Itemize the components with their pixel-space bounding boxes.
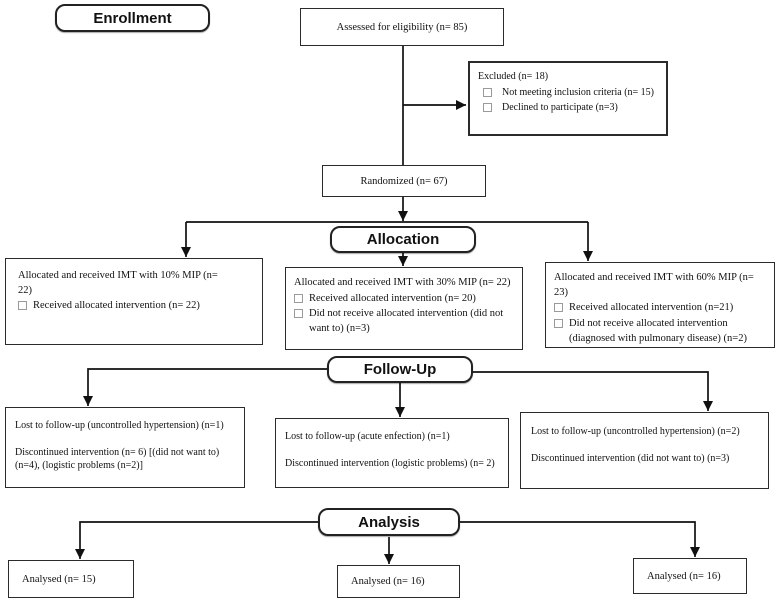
excluded-item xyxy=(478,101,660,116)
connector-to-arm1-followup xyxy=(88,369,327,406)
allocation-arm3-item-text: Received allocated intervention (n=21) xyxy=(569,302,734,314)
allocation-arm1-box xyxy=(5,258,263,345)
stage-label-analysis xyxy=(318,508,460,536)
followup-arm3-line1: Lost to follow-up (uncontrolled hypertension) (n=2) xyxy=(531,426,740,437)
allocation-label-text: Allocation xyxy=(366,231,440,248)
stage-label-enrollment xyxy=(55,4,210,32)
followup-label-text: Follow-Up xyxy=(363,361,437,378)
followup-arm1-line1: Lost to follow-up (uncontrolled hypertension) (n=1) xyxy=(15,420,224,431)
allocation-arm3-item xyxy=(554,301,768,316)
connector-to-arm3-followup xyxy=(473,372,708,411)
excluded-title: Excluded (n= 18) xyxy=(478,71,549,82)
checkbox-icon xyxy=(294,294,303,303)
allocation-arm3-item xyxy=(554,317,768,346)
checkbox-icon xyxy=(18,301,27,310)
checkbox-icon xyxy=(483,103,492,112)
analysed-arm1-text: Analysed (n= 15) xyxy=(22,573,96,585)
connector-to-arm3-analysis xyxy=(460,522,695,557)
analysed-arm2-text: Analysed (n= 16) xyxy=(351,576,425,587)
followup-arm2-line1: Lost to follow-up (acute enfection) (n=1) xyxy=(285,431,450,442)
allocation-arm2-item-text: Received allocated intervention (n= 20) xyxy=(309,292,476,304)
followup-arm2-box xyxy=(275,418,509,488)
analysed-arm2-box xyxy=(337,565,460,598)
analysed-arm1-box xyxy=(8,560,134,598)
allocation-arm2-title: Allocated and received IMT with 30% MIP (n= 22) xyxy=(294,277,511,288)
allocation-arm2-item xyxy=(294,307,516,336)
followup-arm2-line2: Discontinued intervention (logistic problems) (n= 2) xyxy=(285,457,495,469)
analysis-label-text: Analysis xyxy=(358,513,420,531)
allocation-arm2-box xyxy=(285,267,523,350)
analysed-arm3-text: Analysed (n= 16) xyxy=(647,570,721,582)
connector-to-arm1-analysis xyxy=(80,522,318,559)
allocation-arm2-item-text: Did not receive allocated intervention (did not want to) (n=3) xyxy=(309,308,504,335)
followup-arm3-line2: Discontinued intervention (did not want to) (n=3) xyxy=(531,452,730,464)
allocation-arm1-title: Allocated and received IMT with 10% MIP (n= 22) xyxy=(18,270,218,296)
allocation-arm2-item xyxy=(294,292,516,307)
allocation-arm1-item xyxy=(18,299,252,314)
stage-label-allocation xyxy=(330,226,476,253)
checkbox-icon xyxy=(483,88,492,97)
followup-arm3-box xyxy=(520,412,769,489)
allocation-arm1-item-text: Received allocated intervention (n= 22) xyxy=(33,300,200,312)
allocation-arm3-box xyxy=(545,262,775,348)
checkbox-icon xyxy=(554,319,563,328)
randomized-text: Randomized (n= 67) xyxy=(360,175,448,187)
assessed-for-eligibility-box xyxy=(300,8,504,46)
followup-arm1-box xyxy=(5,407,245,488)
stage-label-followup xyxy=(327,356,473,383)
checkbox-icon xyxy=(294,309,303,318)
analysed-arm3-box xyxy=(633,558,747,594)
excluded-item-text: Declined to participate (n=3) xyxy=(502,102,618,113)
allocation-arm3-item-text: Did not receive allocated intervention (diagnosed with pulmonary disease) (n=2) xyxy=(569,318,747,344)
excluded-item-text: Not meeting inclusion criteria (n= 15) xyxy=(502,86,654,98)
followup-arm1-line2: Discontinued intervention (n= 6) [(did not want to) (n=4), (logistic problems (n=2)] xyxy=(15,446,220,471)
enrollment-label-text: Enrollment xyxy=(93,9,172,27)
randomized-box xyxy=(322,165,486,197)
assessed-text: Assessed for eligibility (n= 85) xyxy=(336,21,468,33)
checkbox-icon xyxy=(554,303,563,312)
excluded-item xyxy=(478,86,660,101)
excluded-box xyxy=(468,61,668,136)
allocation-arm3-title: Allocated and received IMT with 60% MIP (n= 23) xyxy=(554,272,754,298)
